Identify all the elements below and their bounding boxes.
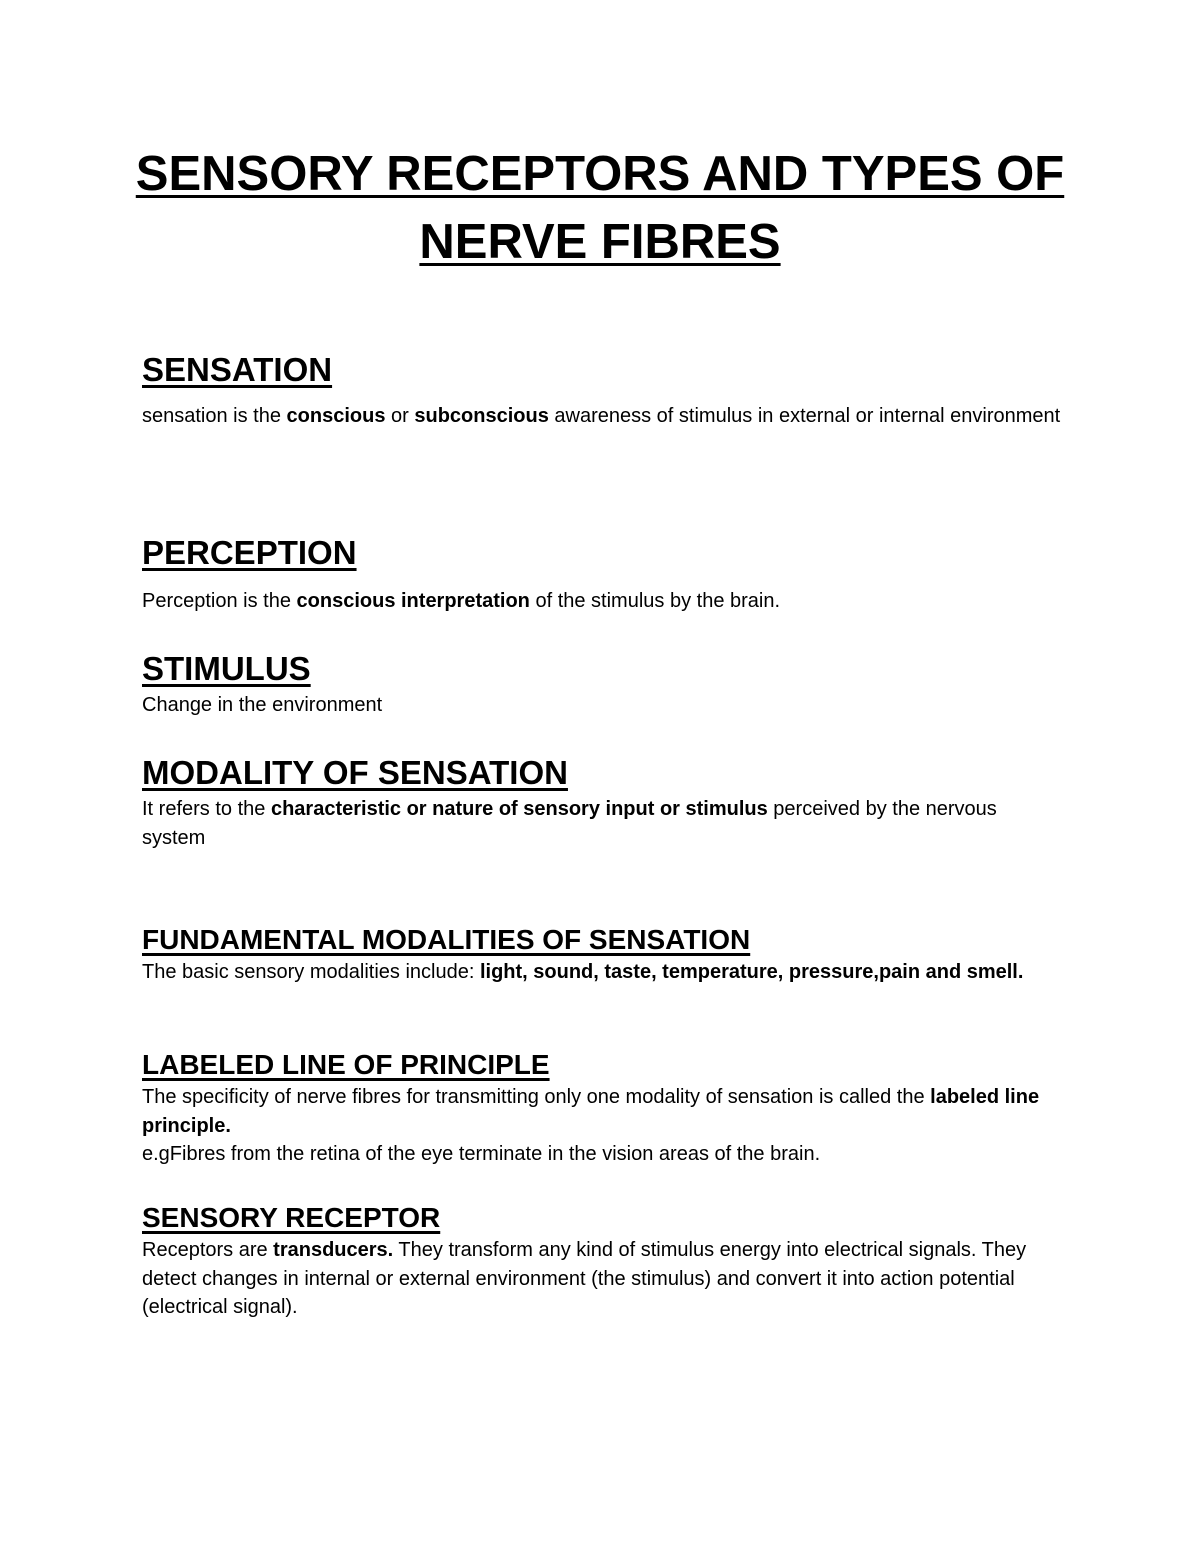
paragraph-sensation: sensation is the conscious or subconscious awareness of stimulus in external or internal environment (142, 405, 1061, 427)
section-fundamental-modalities (142, 922, 1062, 987)
document-title: SENSORY RECEPTORS AND TYPES OF NERVE FIBRES (135, 147, 1065, 269)
paragraph-perception: Perception is the conscious interpretation of the stimulus by the brain. (142, 590, 781, 612)
paragraph-labeled-line: The specificity of nerve fibres for transmitting only one modality of sensation is called the labeled line principle. (142, 1086, 1040, 1137)
paragraph-sensory-receptor: Receptors are transducers. They transform any kind of stimulus energy into electrical signals. They detect changes in internal or external environment (the stimulus) and convert it into action potential (electrical signal). (142, 1239, 1027, 1318)
heading-sensation: SENSATION (142, 351, 333, 388)
heading-stimulus: STIMULUS (142, 650, 311, 687)
section-modality (142, 753, 1062, 852)
heading-fundamental-modalities: FUNDAMENTAL MODALITIES OF SENSATION (142, 924, 751, 955)
heading-modality-of-sensation: MODALITY OF SENSATION (142, 754, 568, 791)
paragraph-fundamental-modalities: The basic sensory modalities include: light, sound, taste, temperature, pressure,pain and smell. (142, 961, 1024, 983)
section-perception (142, 533, 1062, 616)
paragraph-modality-of-sensation: It refers to the characteristic or nature of sensory input or stimulus perceived by the nervous system (142, 798, 997, 849)
paragraph-labeled-line-example: e.gFibres from the retina of the eye terminate in the vision areas of the brain. (142, 1143, 821, 1165)
heading-perception: PERCEPTION (142, 534, 357, 571)
section-stimulus (142, 649, 1062, 720)
section-sensation (142, 350, 1062, 431)
heading-labeled-line: LABELED LINE OF PRINCIPLE (142, 1049, 550, 1080)
paragraph-stimulus: Change in the environment (142, 694, 383, 716)
heading-sensory-receptor: SENSORY RECEPTOR (142, 1202, 441, 1233)
section-sensory-receptor (142, 1200, 1062, 1322)
section-labeled-line (142, 1047, 1062, 1169)
